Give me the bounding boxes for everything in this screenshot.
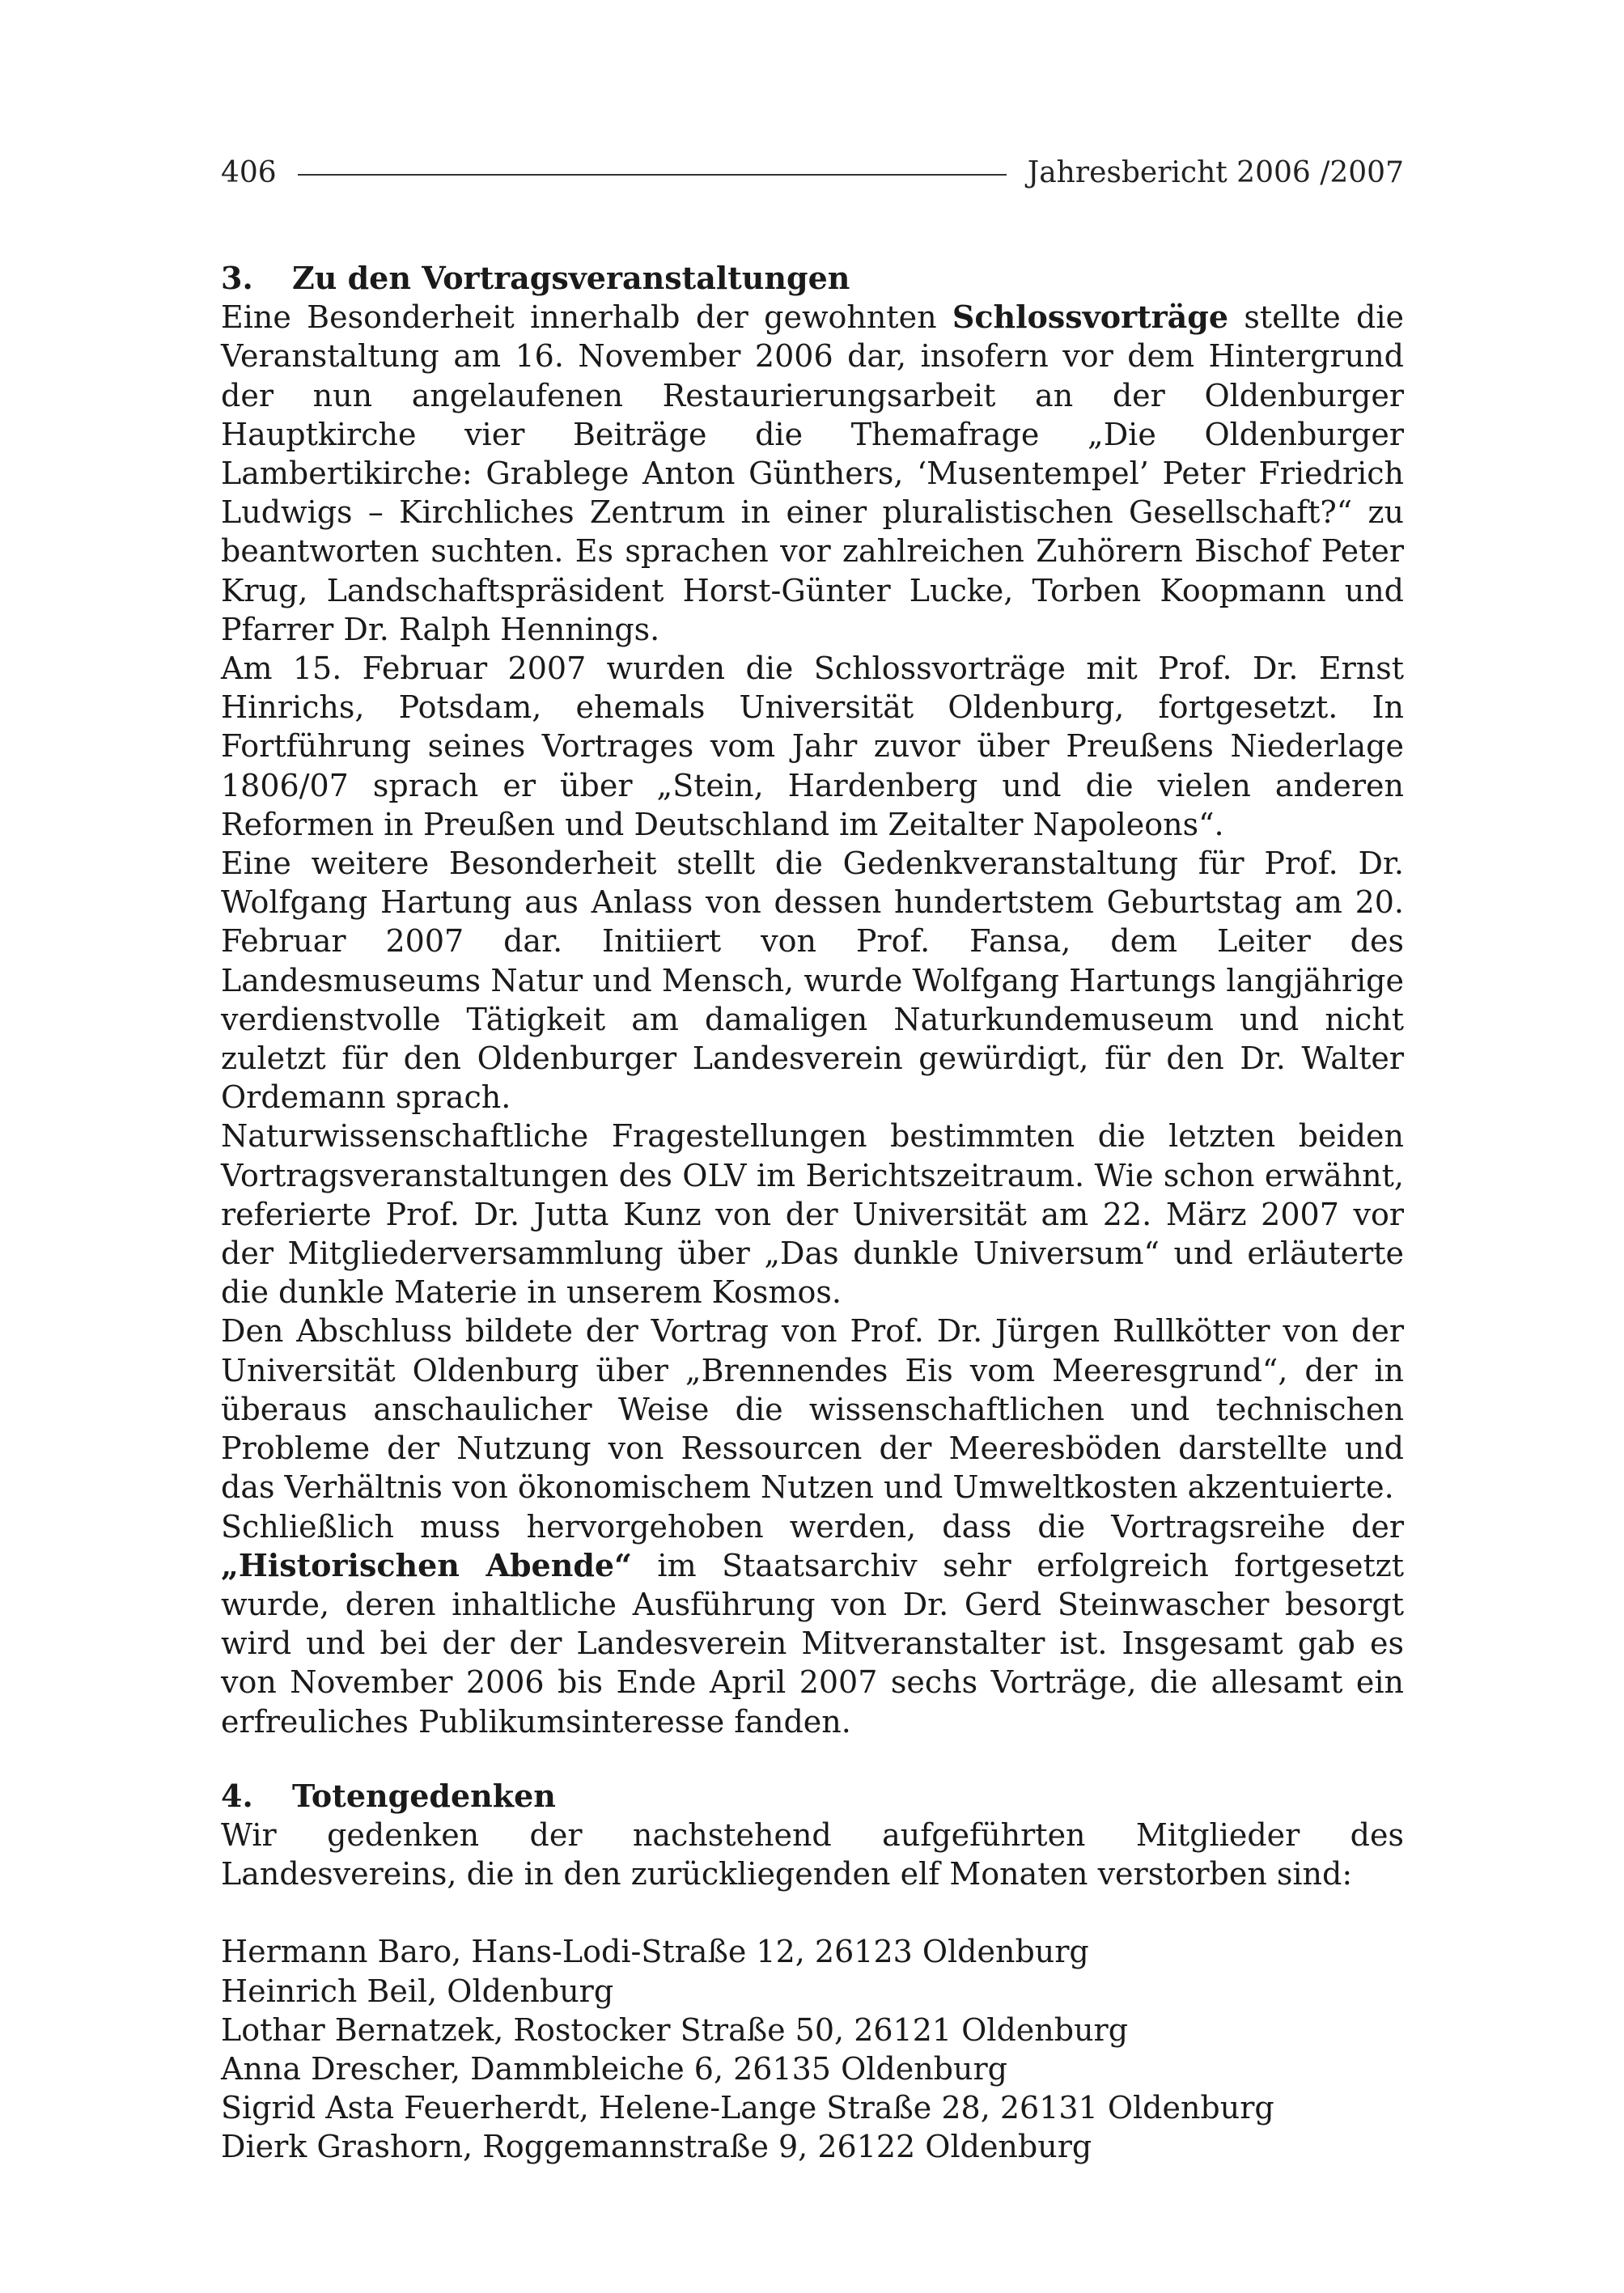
page-number: 406 [221, 155, 277, 189]
header-rule [298, 174, 1007, 176]
paragraph [221, 1816, 1404, 1893]
bold-term: „Historischen Abende“ [221, 1546, 632, 1583]
running-header [221, 154, 1404, 191]
list-item: Anna Drescher, Dammbleiche 6, 26135 Oldenburg [221, 2050, 1007, 2087]
text-run: Den Abschluss bildete der Vortrag von Prof. Dr. Jürgen Rullkötter von der Universität Oldenburg über „Brennendes Eis vom Meeresgrund“, der in überaus anschaulicher Weise die wissenschaftlichen und technischen Probleme der Nutzung von Ressourcen der Meeresböden darstellte und das Verhältnis von ökonomischem Nutzen und Umweltkosten akzentuierte. [221, 1313, 1404, 1506]
body-text [221, 259, 1404, 2167]
deceased-members-list [221, 1932, 1404, 2166]
list-spacer [221, 1893, 1404, 1932]
paragraph [221, 649, 1404, 844]
text-run: im Staatsarchiv sehr erfolgreich fortgesetzt wurde, deren inhaltliche Ausführung von Dr. Gerd Steinwascher besorgt wird und bei der der Landesverein Mitveranstalter ist. Insgesamt gab es von November 2006 bis Ende April 2007 sechs Vorträge, die allesamt ein erfreuliches Publikumsinteresse fanden. [221, 1547, 1405, 1740]
text-run: Naturwissenschaftliche Fragestellungen bestimmten die letzten beiden Vortragsveranstaltungen des OLV im Berichtszeitraum. Wie schon erwähnt, referierte Prof. Dr. Jutta Kunz von der Universität am 22. März 2007 vor der Mitgliederversammlung über „Das dunkle Universum“ und erläuterte die dunkle Materie in unserem Kosmos. [221, 1118, 1404, 1311]
section-number: 3. [221, 260, 253, 296]
paragraph [221, 1117, 1404, 1312]
list-item: Sigrid Asta Feuerherdt, Helene-Lange Straße 28, 26131 Oldenburg [221, 2090, 1274, 2126]
document-page [221, 154, 1404, 2167]
text-run: Eine Besonderheit innerhalb der gewohnten [221, 299, 952, 336]
text-run: stellte die Veranstaltung am 16. November 2006 dar, insofern vor dem Hintergrund der nun angelaufenen Restaurierungsarbeit an der Oldenburger Hauptkirche vier Beiträge die Themafrage „Die Oldenburger Lambertikirche: Grablege Anton Günthers, ‘Musentempel’ Peter Friedrich Ludwigs – Kirchliches Zentrum in einer pluralistischen Gesellschaft?“ zu beantworten suchten. Es sprachen vor zahlreichen Zuhörern Bischof Peter Krug, Landschaftspräsident Horst-Günter Lucke, Torben Koopmann und Pfarrer Dr. Ralph Hennings. [221, 299, 1404, 647]
text-run: Schließlich muss hervorgehoben werden, dass die Vortragsreihe der [221, 1508, 1404, 1545]
paragraph [221, 1507, 1404, 1741]
section-spacer [221, 1741, 1404, 1777]
section-title: Totengedenken [292, 1777, 556, 1814]
list-item: Hermann Baro, Hans-Lodi-Straße 12, 26123 Oldenburg [221, 1934, 1089, 1970]
paragraph [221, 298, 1404, 649]
section-number: 4. [221, 1777, 253, 1814]
list-item: Heinrich Beil, Oldenburg [221, 1973, 614, 2009]
section-title: Zu den Vortragsveranstaltungen [292, 260, 850, 296]
list-item: Dierk Grashorn, Roggemannstraße 9, 26122 Oldenburg [221, 2129, 1092, 2165]
text-run: Am 15. Februar 2007 wurden die Schlossvorträge mit Prof. Dr. Ernst Hinrichs, Potsdam, ehemals Universität Oldenburg, fortgesetzt. In Fortführung seines Vortrages vom Jahr zuvor über Preußens Niederlage 1806/07 sprach er über „Stein, Hardenberg und die vielen anderen Reformen in Preußen und Deutschland im Zeitalter Napoleons“. [221, 651, 1404, 842]
paragraph [221, 844, 1404, 1117]
bold-term: Schlossvorträge [952, 299, 1229, 336]
section-heading [221, 259, 1404, 298]
paragraph [221, 1312, 1404, 1507]
text-run: Wir gedenken der nachstehend aufgeführten Mitglieder des Landesvereins, die in den zurückliegenden elf Monaten verstorben sind: [221, 1816, 1404, 1892]
running-title: Jahresbericht 2006 /2007 [1027, 155, 1404, 189]
list-item: Lothar Bernatzek, Rostocker Straße 50, 26121 Oldenburg [221, 2011, 1129, 2048]
text-run: Eine weitere Besonderheit stellt die Gedenkveranstaltung für Prof. Dr. Wolfgang Hartung aus Anlass von dessen hundertstem Geburtstag am 20. Februar 2007 dar. Initiiert von Prof. Fansa, dem Leiter des Landesmuseums Natur und Mensch, wurde Wolfgang Hartungs langjährige verdienstvolle Tätigkeit am damaligen Naturkundemuseum und nicht zuletzt für den Oldenburger Landesverein gewürdigt, für den Dr. Walter Ordemann sprach. [221, 846, 1404, 1116]
section-heading [221, 1777, 1404, 1816]
